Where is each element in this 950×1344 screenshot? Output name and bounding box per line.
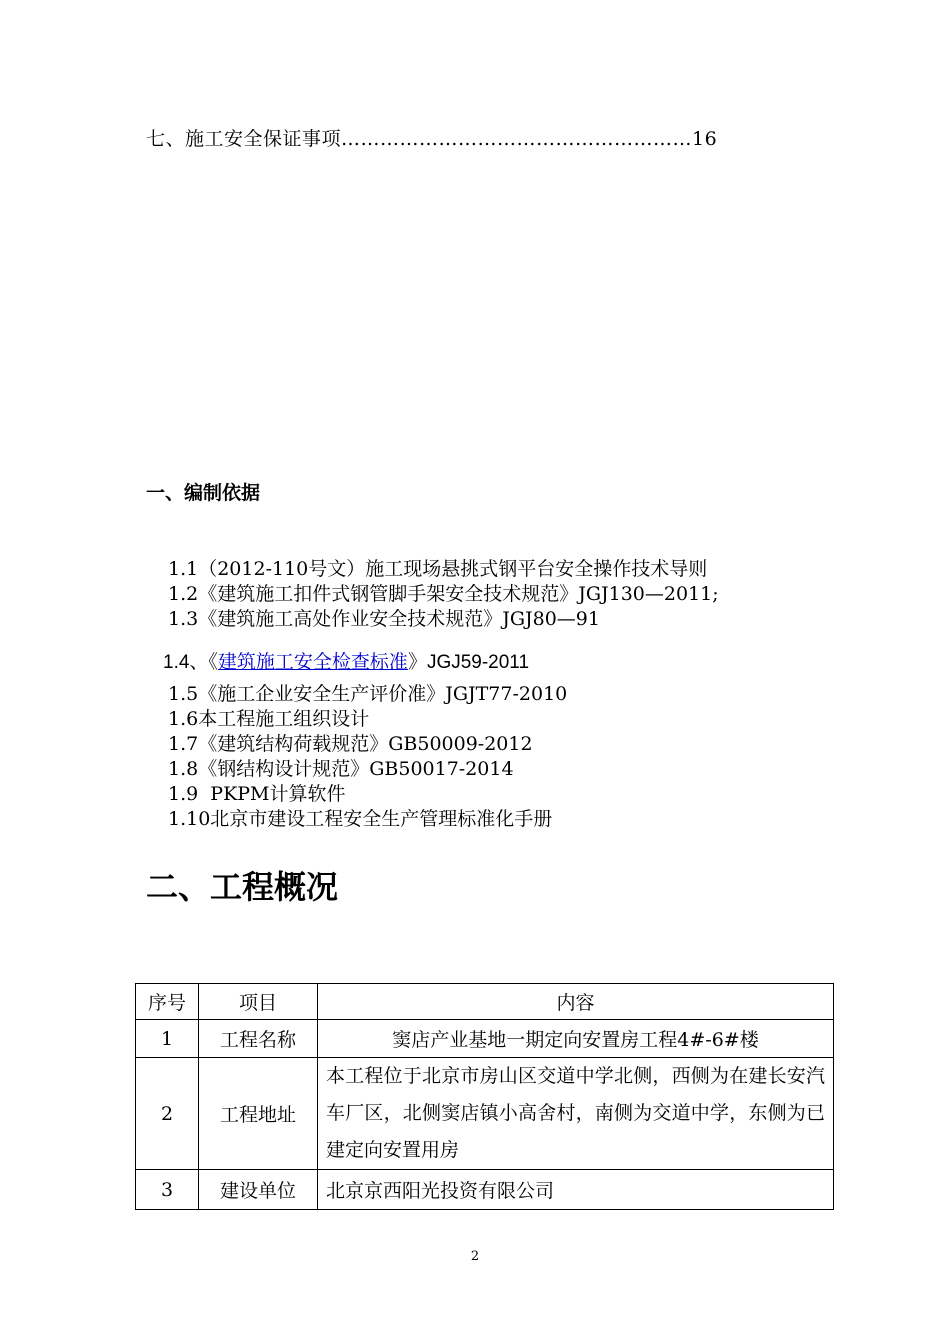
header-item: 项目 (199, 984, 318, 1020)
reference-prefix: 1.4、《 (163, 652, 218, 673)
row-index: 3 (136, 1170, 199, 1210)
reference-item: 1.1（2012-110号文）施工现场悬挑式钢平台安全操作技术导则 (168, 558, 708, 580)
section-1-heading: 一、编制依据 (146, 482, 261, 504)
reference-item: 1.9 PKPM计算软件 (168, 783, 346, 805)
reference-item: 1.6本工程施工组织设计 (168, 708, 370, 730)
project-overview-table (135, 983, 834, 1210)
reference-list-b (168, 682, 567, 832)
reference-item: 1.8《钢结构设计规范》GB50017-2014 (168, 758, 514, 780)
row-content: 本工程位于北京市房山区交道中学北侧，西侧为在建长安汽车厂区，北侧窦店镇小高舍村，南侧为交道中学，东侧为已建定向安置用房 (318, 1058, 834, 1170)
row-item: 建设单位 (199, 1170, 318, 1210)
reference-item: 1.3《建筑施工高处作业安全技术规范》JGJ80—91 (168, 608, 600, 630)
header-index: 序号 (136, 984, 199, 1020)
standard-link[interactable]: 建筑施工安全检查标准 (217, 652, 408, 673)
table-row (136, 1170, 834, 1210)
reference-item: 1.5《施工企业安全生产评价准》JGJT77-2010 (168, 683, 568, 705)
row-content: 窦店产业基地一期定向安置房工程4#-6#楼 (318, 1020, 834, 1058)
toc-entry: 七、施工安全保证事项………………………………………………16 (146, 128, 718, 150)
section-2-heading: 二、工程概况 (146, 868, 339, 906)
row-content: 北京京西阳光投资有限公司 (318, 1170, 834, 1210)
row-index: 2 (136, 1058, 199, 1170)
row-item: 工程地址 (199, 1058, 318, 1170)
page-number: 2 (470, 1249, 480, 1264)
row-item: 工程名称 (199, 1020, 318, 1058)
reference-item: 1.10北京市建设工程安全生产管理标准化手册 (168, 808, 553, 830)
table-header-row (136, 984, 834, 1020)
reference-item: 1.7《建筑结构荷载规范》GB50009-2012 (168, 733, 533, 755)
table-row (136, 1058, 834, 1170)
table-row (136, 1020, 834, 1058)
reference-suffix: 》JGJ59-2011 (407, 652, 530, 673)
row-index: 1 (136, 1020, 199, 1058)
reference-list-a (168, 557, 719, 632)
reference-item: 1.2《建筑施工扣件式钢管脚手架安全技术规范》JGJ130—2011; (168, 583, 719, 605)
header-content: 内容 (318, 984, 834, 1020)
reference-item-1-4 (163, 647, 529, 674)
